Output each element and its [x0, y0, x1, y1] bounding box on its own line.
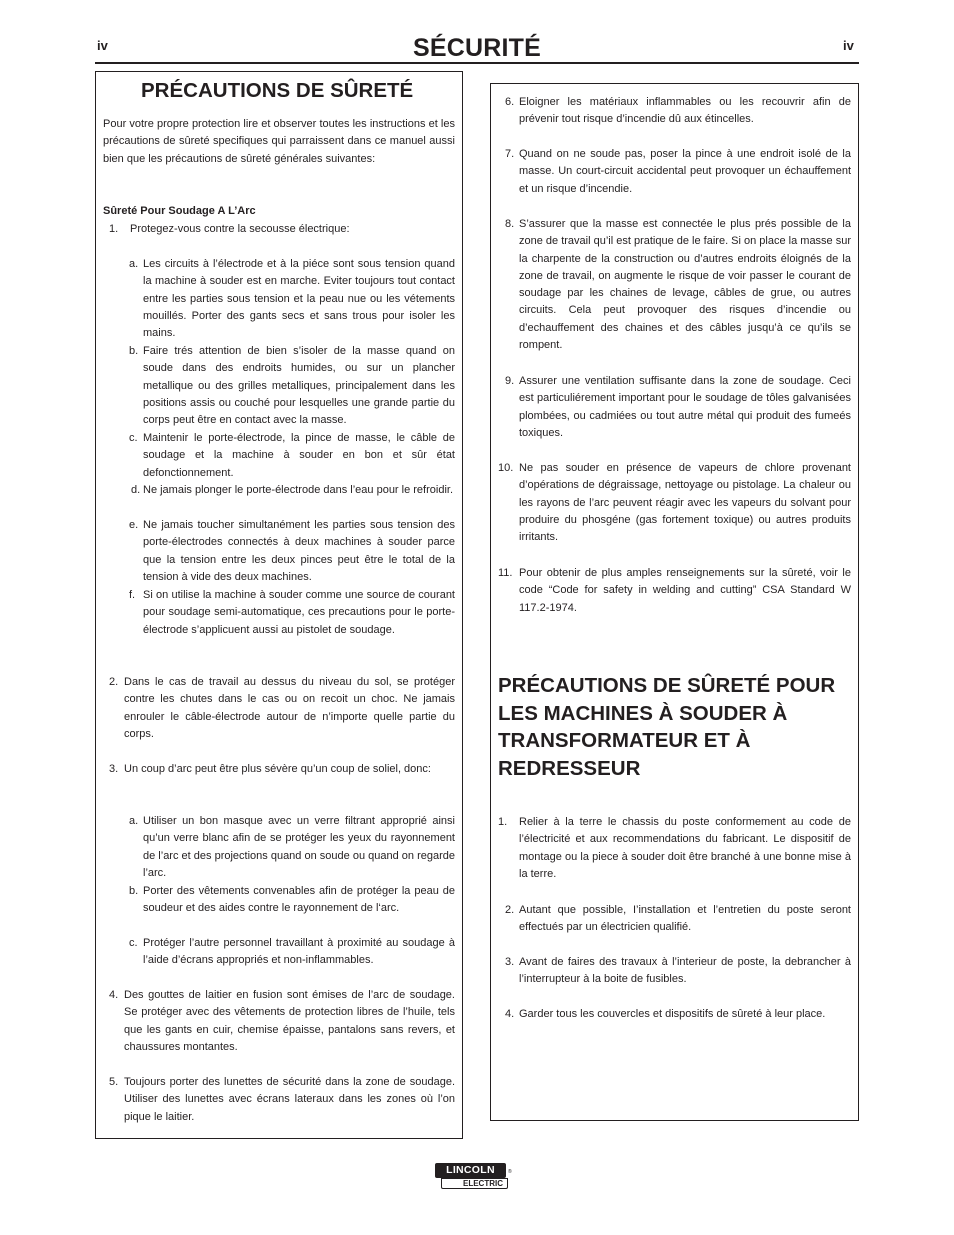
list-item: f. Si on utilise la machine à souder comme une source de courant pour soudage semi-automatique, ces precautions pour le porte-électrode s’applicuent aussi au pistolet de soudage.: [129, 589, 455, 636]
logo-bottom-text: ELECTRIC: [441, 1178, 508, 1189]
list-item: 2. Dans le cas de travail au dessus du niveau du sol, se protéger contre les chutes dans le cas ou on recoit un choc. Ne jamais enrouler le câble-électrode autour de n’importe quelle partie du corps.: [109, 676, 455, 740]
list-item: b. Faire trés attention de bien s’isoler de la masse quand on soude dans des endroits humides, ou sur un plancher metallique ou des grilles metalliques, principalement dans les positions assis ou couché pour lesquelles une grande partie du corps peut être en contact avec la masse.: [129, 345, 455, 427]
page-title: SÉCURITÉ: [412, 34, 541, 62]
lincoln-electric-logo: [435, 1163, 510, 1190]
list-item: 11. Pour obtenir de plus amples renseignements sur la sûreté, voir le code “Code for safety in welding and cutting” CSA Standard W 117.2-1974.: [498, 567, 851, 614]
list-item: e. Ne jamais toucher simultanément les parties sous tension des porte-électrodes connectés à deux machines à souder parce que la tension entre les deux pinces peut être le total de la tension à vide des deux machines.: [129, 519, 455, 583]
page-number-right: iv: [843, 38, 854, 53]
page-number-left: iv: [97, 38, 108, 53]
list-item: a. Les circuits à l’électrode et à la piéce sont sous tension quand la machine à souder est en marche. Eviter toujours tout contact entre les parties sous tension et la peau nue ou les vétements mouillés. Porter des gants secs et sans trous pour isoler les mains.: [129, 258, 455, 340]
left-heading: PRÉCAUTIONS DE SÛRETÉ: [141, 79, 414, 102]
list-item: b. Porter des vêtements convenables afin de protéger la peau de soudeur et des aides contre le rayonnement de l‘arc.: [129, 885, 455, 915]
list-item: 5. Toujours porter des lunettes de sécurité dans la zone de soudage. Utiliser des lunettes avec écrans lateraux dans les zones où l’on pique le laitier.: [109, 1076, 455, 1123]
transformer-heading: PRÉCAUTIONS DE SÛRETÉ POUR LES MACHINES À SOUDER À TRANSFORMATEUR ET À REDRESSEUR: [498, 674, 836, 780]
header-rule: [95, 62, 859, 64]
list-item: c. Protéger l’autre personnel travaillant à proximité au soudage à l’aide d’écrans appropriés et non-inflammables.: [129, 937, 455, 967]
intro-paragraph: Pour votre propre protection lire et observer toutes les instructions et les précautions de sûreté specifiques qui parraissent dans ce manuel aussi bien que les précautions de sûreté générales suivantes:: [103, 118, 455, 165]
list-item: c. Maintenir le porte-électrode, la pince de masse, le câble de soudage et la machine à souder en bon et sûr état defonctionnement.: [129, 432, 455, 479]
list-item: 10. Ne pas souder en présence de vapeurs de chlore provenant d’opérations de dégraissage, nettoyage ou pistolage. La chaleur ou les rayons de l’arc peuvent réagir avec les vapeurs du solvant pour produire du phosgéne (gas fortement toxique) ou autres produits irritants.: [498, 462, 851, 544]
list-item: 1. Relier à la terre le chassis du poste conformement au code de l’électricité et aux recommendations du fabricant. Le dispositif de montage ou la piece à souder doit être branché à une bonne mise à la terre.: [498, 816, 851, 880]
logo-top-text: LINCOLN: [435, 1163, 506, 1178]
arc-welding-subheading: Sûreté Pour Soudage A L’Arc: [103, 205, 256, 217]
list-item: 4. Des gouttes de laitier en fusion sont émises de l’arc de soudage. Se protéger avec des vêtements de protection libres de l’huile, tels que les gants en cuir, chemise épaisse, pantalons sans revers, et chaussures montantes.: [109, 989, 455, 1053]
list-item: 2. Autant que possible, I’installation et l’entretien du poste seront effectués par un électricien qualifié.: [505, 904, 851, 934]
registered-mark: ®: [508, 1169, 512, 1175]
list-item: 8. S’assurer que la masse est connectée le plus prés possible de la zone de travail qu’il est pratique de le faire. Si on place la masse sur la charpente de la construction ou d’autres endroits éloignés de la zone de travail, on augmente le risque de voir passer le courant de soudage par les chaines de levage, câbles de grue, ou autres circuits. Cela peut provoquer des risques d’incendie ou d’echauffement des chaines et des câbles jusqu’à ce qu’ils se rompent.: [505, 218, 852, 352]
list-item: 9. Assurer une ventilation suffisante dans la zone de soudage. Ceci est particuliérement important pour le soudage de tôles galvanisées plombées, ou cadmiées ou tout autre métal qui produit des fumeés toxiques.: [505, 375, 851, 439]
list-item: 1. Protegez-vous contre la secousse électrique:: [109, 223, 350, 235]
list-item: d. Ne jamais plonger le porte-électrode dans l’eau pour le refroidir.: [131, 484, 454, 496]
list-item: 6. Eloigner les matériaux inflammables ou les recouvrir afin de prévenir tout risque d’incendie dû aux étincelles.: [505, 96, 851, 126]
list-item: a. Utiliser un bon masque avec un verre filtrant approprié ainsi qu’un verre blanc afin de se protéger les yeux du rayonnement de l’arc et des projections quand on soude ou quand on regarde l’arc.: [129, 815, 455, 879]
list-item: 4. Garder tous les couvercles et dispositifs de sûreté à leur place.: [505, 1008, 826, 1020]
list-item: 3. Avant de faires des travaux à l’interieur de poste, la debrancher à l’interrupteur à la boite de fusibles.: [505, 956, 851, 986]
list-item: 7. Quand on ne soude pas, poser la pince à une endroit isolé de la masse. Un court-circuit accidental peut provoquer un échauffement et un risque d’incendie.: [505, 148, 851, 195]
list-item: 3. Un coup d’arc peut être plus sévère qu’un coup de soliel, donc:: [109, 763, 431, 775]
